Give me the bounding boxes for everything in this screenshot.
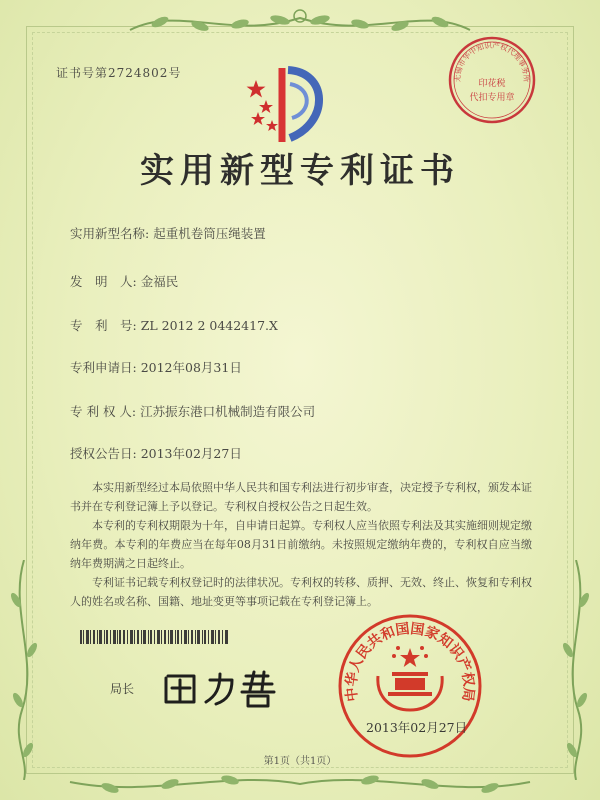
patent-office-logo — [236, 60, 336, 150]
barcode — [80, 630, 228, 644]
certificate-title: 实用新型专利证书 — [140, 151, 460, 191]
certificate-number: 证书号第2724802号 — [56, 66, 182, 80]
tax-stamp-seal — [446, 34, 538, 126]
certificate-body — [70, 478, 532, 611]
field-value: 起重机卷筒压绳装置 — [153, 226, 266, 241]
page-indicator: 第1页（共1页） — [263, 756, 337, 767]
field-label: 专利申请日: — [70, 360, 137, 375]
field-patent-number — [70, 316, 278, 334]
svg-text:无锡市华中知识产权代理事务所 — [453, 40, 533, 83]
field-label: 发 明 人: — [70, 274, 137, 289]
field-utility-model-name — [70, 224, 266, 242]
body-paragraph-2: 本专利的专利权期限为十年，自申请日起算。专利权人应当依照专利法及其实施细则规定缴纳年费。本专利的年费应当在每年08月31日前缴纳。未按照规定缴纳年费的，专利权自应当缴纳年费期满之日起终止。 — [70, 519, 532, 570]
left-vine-ornament — [4, 560, 44, 780]
seal-arc-text: 中华人民共和国国家知识产权局 — [343, 621, 477, 703]
director-signature — [158, 668, 298, 708]
field-label: 实用新型名称: — [70, 226, 150, 241]
national-ip-office-seal — [336, 612, 484, 760]
field-value: 江苏振东港口机械制造有限公司 — [140, 404, 316, 419]
body-paragraph-1: 本实用新型经过本局依照中华人民共和国专利法进行初步审查，决定授予专利权，颁发本证书并在专利登记簿上予以登记。专利权自授权公告之日起生效。 — [70, 481, 532, 513]
field-application-date — [70, 358, 242, 376]
bottom-vine-ornament — [60, 770, 540, 800]
stamp-top-line2: 印花税 — [478, 79, 506, 89]
field-value: 2012年08月31日 — [140, 360, 242, 375]
field-label: 专 利 权 人: — [70, 404, 137, 419]
stamp-top-line3: 代扣专用章 — [469, 93, 515, 103]
field-label: 授权公告日: — [70, 446, 137, 461]
top-vine-ornament — [120, 0, 480, 44]
field-value: 2013年02月27日 — [140, 446, 242, 461]
field-inventor — [70, 272, 178, 290]
field-grant-date — [70, 444, 242, 462]
field-patentee — [70, 402, 315, 420]
field-label: 专 利 号: — [70, 318, 137, 333]
director-label: 局长 — [110, 682, 135, 696]
stamp-top-arc-text: 无锡市华中知识产权代理事务所 — [452, 40, 532, 83]
field-value: 金福民 — [140, 274, 179, 289]
body-paragraph-3: 专利证书记载专利权登记时的法律状况。专利权的转移、质押、无效、终止、恢复和专利权人的姓名或名称、国籍、地址变更等事项记载在专利登记簿上。 — [70, 576, 532, 608]
field-value: ZL 2012 2 0442417.X — [140, 318, 278, 333]
right-vine-ornament — [556, 560, 596, 780]
seal-date: 2013年02月27日 — [366, 720, 468, 735]
